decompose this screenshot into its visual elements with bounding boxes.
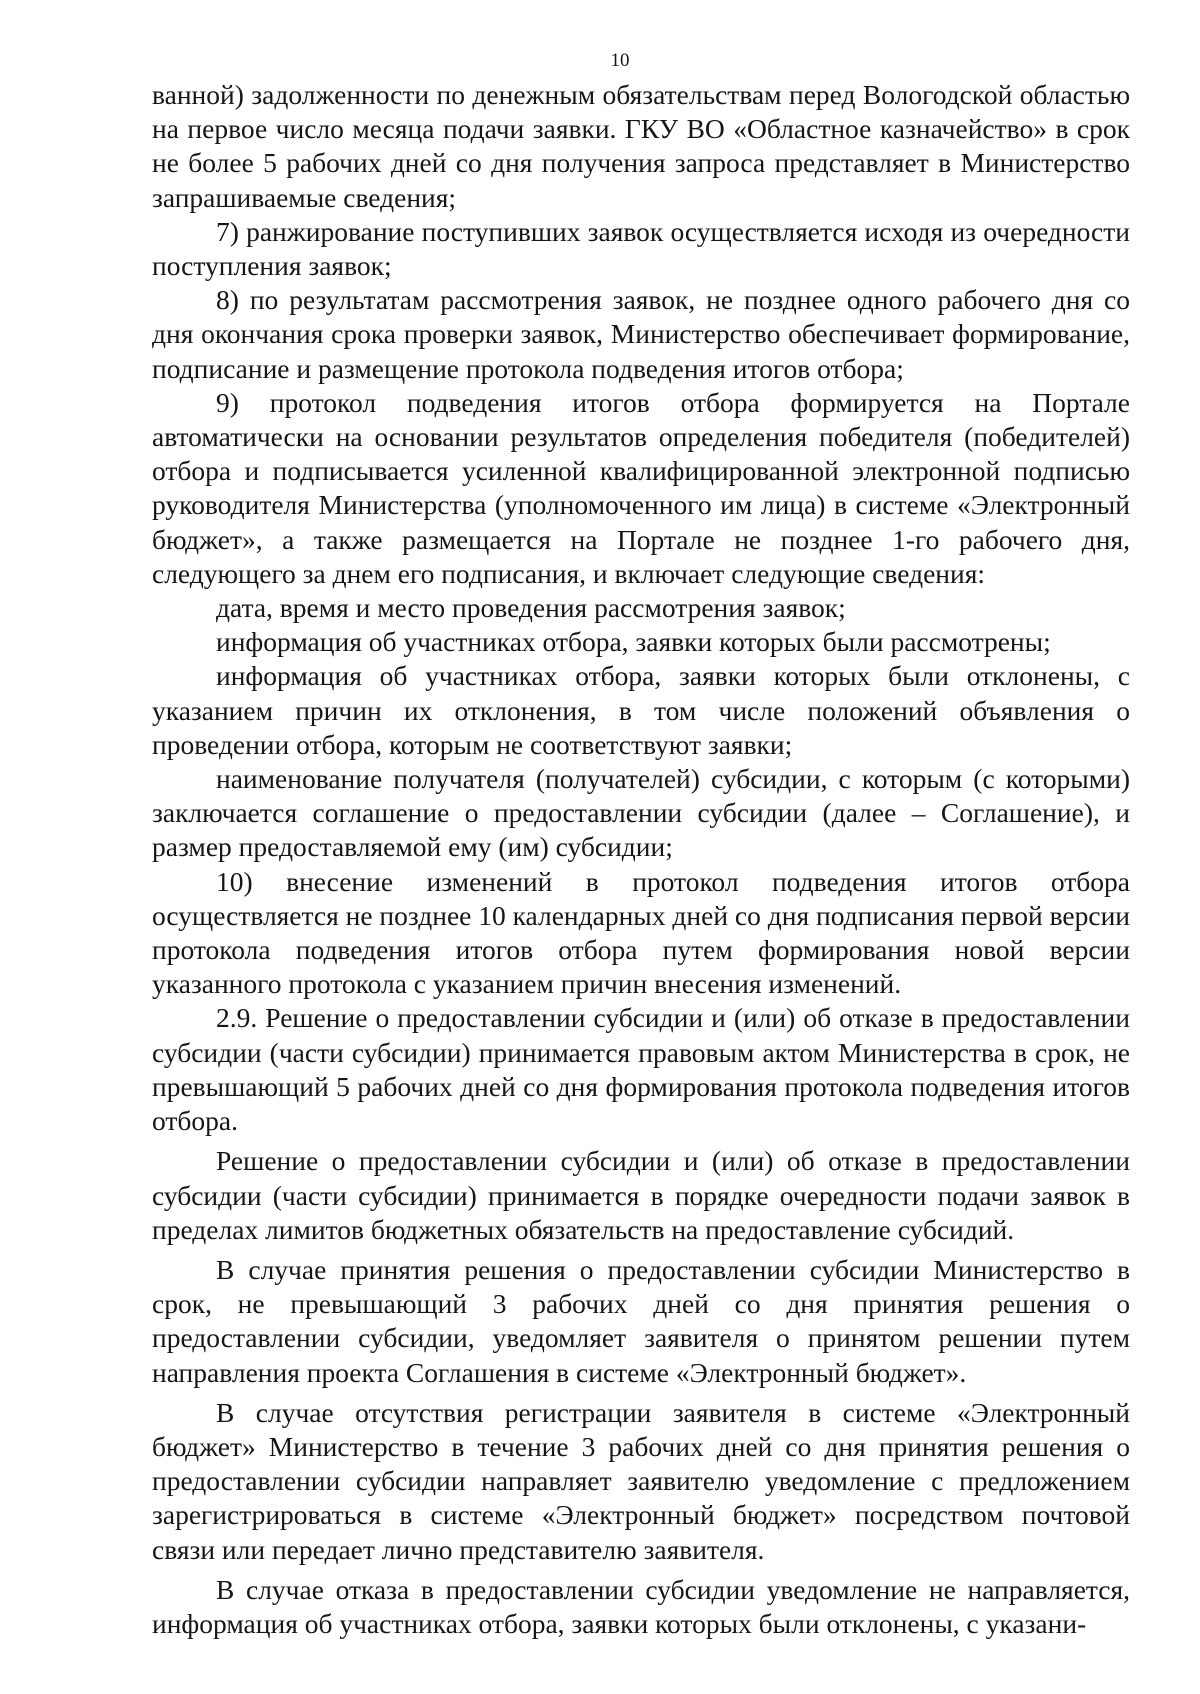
page-number: 10 — [610, 50, 630, 71]
paragraph-item-9-considered: информация об участниках отбора, заявки которых были рассмотрены; — [216, 626, 1051, 658]
paragraph-item-7: 7) ранжирование поступивших заявок осуществляется исходя из очередности поступления заявок; — [152, 215, 1130, 282]
paragraph-decision-notice: В случае принятия решения о предоставлении субсидии Министерство в срок, не превышающий 3 рабочих дней со дня принятия решения о предоставлении субсидии, уведомляет заявителя о принятом решении путем направления проекта Соглашения в системе «Электронный бюджет». — [152, 1253, 1130, 1388]
paragraph-section-2-9: 2.9. Решение о предоставлении субсидии и (или) об отказе в предоставлении субсидии (части субсидии) принимается правовым актом Министерства в срок, не превышающий 5 рабочих дней со дня формирования протокола подведения итогов отбора. — [152, 1002, 1130, 1137]
paragraph-item-9-date: дата, время и место проведения рассмотрения заявок; — [216, 592, 846, 624]
paragraph-continuation: ванной) задолженности по денежным обязательствам перед Вологодской областью на первое число месяца подачи заявки. ГКУ ВО «Областное казначейство» в срок не более 5 рабочих дней со дня получения запроса представляет в Министерство запрашиваемые сведения; — [152, 79, 1130, 213]
paragraph-item-9: 9) протокол подведения итогов отбора формируется на Портале автоматически на основании результатов определения победителя (победителей) отбора и подписывается усиленной квалифицированной электронной подписью руководителя Министерства (уполномоченного им лица) в системе «Электронный бюджет», а также размещается на Портале не позднее 1-го рабочего дня, следующего за днем его подписания, и включает следующие сведения: — [152, 386, 1130, 589]
paragraph-item-8: 8) по результатам рассмотрения заявок, не позднее одного рабочего дня со дня окончания срока проверки заявок, Министерство обеспечивает формирование, подписание и размещение протокола подведения итогов отбора; — [152, 284, 1130, 384]
paragraph-item-9-rejected: информация об участниках отбора, заявки которых были отклонены, с указанием причин их отклонения, в том числе положений объявления о проведении отбора, которым не соответствуют заявки; — [152, 660, 1130, 760]
paragraph-refusal: В случае отказа в предоставлении субсидии уведомление не направляется, информация об участниках отбора, заявки которых были отклонены, с указани- — [152, 1573, 1130, 1639]
paragraph-decision-order: Решение о предоставлении субсидии и (или) об отказе в предоставлении субсидии (части субсидии) принимается в порядке очередности подачи заявок в пределах лимитов бюджетных обязательств на предоставление субсидий. — [152, 1145, 1130, 1245]
paragraph-registration: В случае отсутствия регистрации заявителя в системе «Электронный бюджет» Министерство в течение 3 рабочих дней со дня принятия решения о предоставлении субсидии направляет заявителю уведомление с предложением зарегистрироваться в системе «Электронный бюджет» посредством почтовой связи или передает лично представителю заявителя. — [152, 1396, 1130, 1565]
document-body — [152, 78, 1130, 1641]
paragraph-item-9-recipient: наименование получателя (получателей) субсидии, с которым (с которыми) заключается соглашение о предоставлении субсидии (далее – Соглашение), и размер предоставляемой ему (им) субсидии; — [152, 763, 1130, 863]
paragraph-item-10: 10) внесение изменений в протокол подведения итогов отбора осуществляется не позднее 10 календарных дней со дня подписания первой версии протокола подведения итогов отбора путем формирования новой версии указанного протокола с указанием причин внесения изменений. — [152, 865, 1131, 1000]
